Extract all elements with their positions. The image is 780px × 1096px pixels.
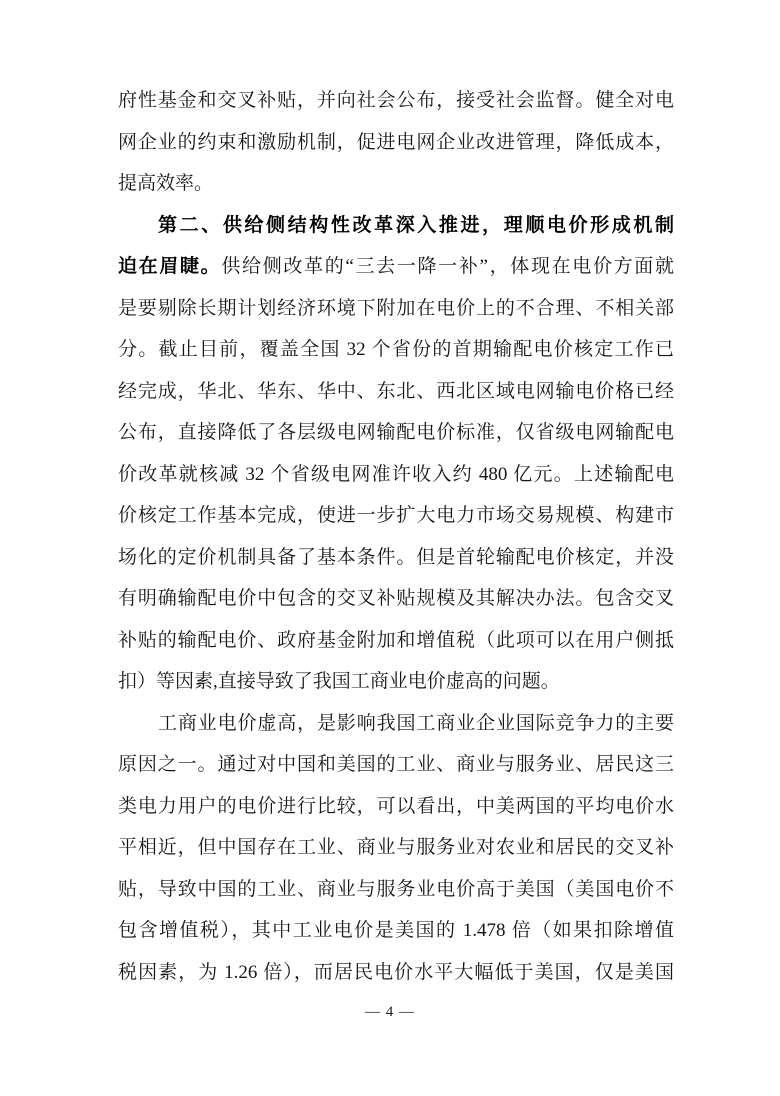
text-segment: 分。截止目前，覆盖全国 32 个省份的首期输配电价核定工作已 bbox=[118, 339, 674, 360]
text-segment: 供给侧改革的“三去一降一补”，体现在电价方面就 bbox=[221, 256, 674, 277]
text-line bbox=[118, 122, 674, 164]
text-line bbox=[118, 495, 674, 537]
text-line bbox=[118, 869, 674, 911]
text-segment: 包含增值税），其中工业电价是美国的 1.478 倍（如果扣除增值 bbox=[118, 920, 674, 941]
text-segment: 经完成，华北、华东、华中、东北、西北区域电网输电价格已经 bbox=[118, 380, 674, 402]
text-line bbox=[118, 661, 674, 703]
text-line bbox=[118, 371, 674, 413]
text-line bbox=[118, 952, 674, 994]
text-segment: 扣）等因素,直接导致了我国工商业电价虚高的问题。 bbox=[118, 671, 560, 692]
text-line bbox=[118, 454, 674, 496]
text-line bbox=[118, 329, 674, 371]
text-segment: 网企业的约束和激励机制，促进电网企业改进管理，降低成本， bbox=[118, 131, 674, 153]
heading-text-segment: 迫在眉睫。 bbox=[118, 256, 222, 277]
text-line bbox=[118, 620, 674, 662]
text-segment: 提高效率。 bbox=[118, 173, 214, 194]
text-segment: 价改革就核减 32 个省级电网准许收入约 480 亿元。上述输配电 bbox=[118, 463, 674, 485]
text-line bbox=[118, 578, 674, 620]
text-line bbox=[118, 703, 674, 745]
document-body bbox=[118, 80, 674, 993]
text-segment: 公布，直接降低了各层级电网输配电价标准，仅省级电网输配电 bbox=[118, 422, 674, 443]
text-segment: 贴，导致中国的工业、商业与服务业电价高于美国（美国电价不 bbox=[118, 878, 674, 900]
text-segment: 原因之一。通过对中国和美国的工业、商业与服务业、居民这三 bbox=[118, 754, 674, 775]
text-segment: 价核定工作基本完成，使进一步扩大电力市场交易规模、构建市 bbox=[118, 505, 674, 526]
text-line bbox=[118, 910, 674, 952]
text-segment: 府性基金和交叉补贴，并向社会公布，接受社会监督。健全对电 bbox=[118, 90, 674, 111]
text-segment: 补贴的输配电价、政府基金附加和增值税（此项可以在用户侧抵 bbox=[118, 629, 674, 651]
text-segment: 平相近，但中国存在工业、商业与服务业对农业和居民的交叉补 bbox=[118, 837, 674, 858]
text-line bbox=[118, 537, 674, 579]
text-segment: 是要剔除长期计划经济环境下附加在电价上的不合理、不相关部 bbox=[118, 297, 674, 319]
text-line bbox=[118, 246, 674, 288]
text-line bbox=[118, 744, 674, 786]
heading-text-segment: 第二、供给侧结构性改革深入推进，理顺电价形成机制 bbox=[158, 214, 674, 236]
text-segment: 类电力用户的电价进行比较，可以看出，中美两国的平均电价水 bbox=[118, 795, 674, 817]
text-segment: 有明确输配电价中包含的交叉补贴规模及其解决办法。包含交叉 bbox=[118, 588, 674, 609]
text-segment: 场化的定价机制具备了基本条件。但是首轮输配电价核定，并没 bbox=[118, 546, 674, 568]
text-line bbox=[118, 163, 674, 205]
text-line bbox=[118, 412, 674, 454]
text-line bbox=[118, 827, 674, 869]
text-line bbox=[118, 205, 674, 247]
page-number: — 4 — bbox=[365, 1004, 415, 1020]
text-segment: 工商业电价虚高，是影响我国工商业企业国际竞争力的主要 bbox=[158, 712, 674, 734]
text-line bbox=[118, 786, 674, 828]
text-line bbox=[118, 80, 674, 122]
text-segment: 税因素，为 1.26 倍），而居民电价水平大幅低于美国，仅是美国 bbox=[118, 961, 674, 983]
text-line bbox=[118, 288, 674, 330]
